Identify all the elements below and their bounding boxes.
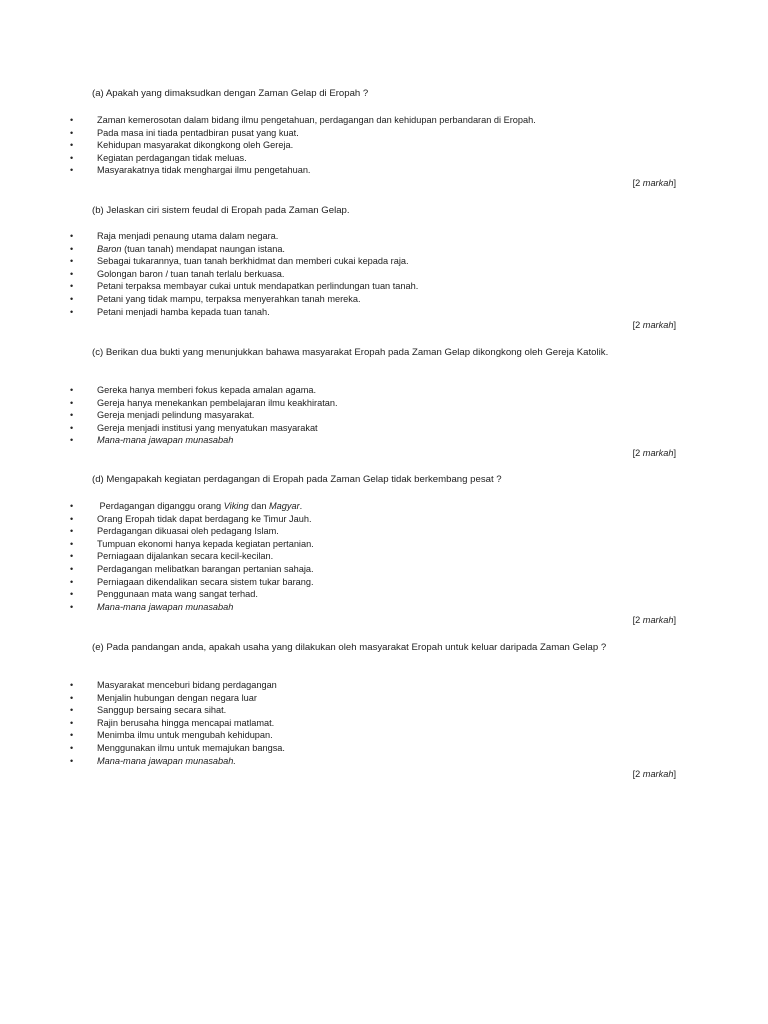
question-a: (a) Apakah yang dimaksudkan dengan Zaman Gelap di Eropah ? bbox=[92, 88, 369, 99]
list-item: • Mana-mana jawapan munasabah bbox=[70, 435, 234, 446]
answer-list-a bbox=[0, 114, 768, 177]
list-item: • Gereja menjadi pelindung masyarakat. bbox=[70, 410, 255, 421]
baron-item: Baron (tuan tanah) mendapat naungan istana. bbox=[97, 243, 285, 254]
list-item: • Penggunaan mata wang sangat terhad. bbox=[70, 589, 258, 600]
marks-a: [2 markah] bbox=[632, 178, 676, 188]
list-item: • Baron (tuan tanah) mendapat naungan istana. bbox=[70, 243, 285, 254]
list-item: • Menggunakan ilmu untuk memajukan bangsa. bbox=[70, 742, 285, 753]
list-item: • Kegiatan perdagangan tidak meluas. bbox=[70, 152, 247, 163]
list-item: • Petani terpaksa membayar cukai untuk mendapatkan perlindungan tuan tanah. bbox=[70, 281, 419, 292]
list-item: • Pada masa ini tiada pentadbiran pusat yang kuat. bbox=[70, 127, 299, 138]
list-item: • Sanggup bersaing secara sihat. bbox=[70, 705, 227, 716]
list-item: • Orang Eropah tidak dapat berdagang ke Timur Jauh. bbox=[70, 513, 312, 524]
list-item: • Masyarakatnya tidak menghargai ilmu pengetahuan. bbox=[70, 165, 311, 176]
list-item: • Gereka hanya memberi fokus kepada amalan agama. bbox=[70, 385, 317, 395]
list-item: • Sebagai tukarannya, tuan tanah berkhidmat dan memberi cukai kepada raja. bbox=[70, 256, 409, 267]
list-item: • Tumpuan ekonomi hanya kepada kegiatan pertanian. bbox=[70, 538, 314, 549]
marks-e: [2 markah] bbox=[632, 769, 676, 779]
list-item: • Masyarakat menceburi bidang perdagangan bbox=[70, 680, 277, 690]
list-item: • Gereja hanya menekankan pembelajaran ilmu keakhiratan. bbox=[70, 397, 338, 408]
viking-item: Perdagangan diganggu orang Viking dan Magyar. bbox=[97, 501, 303, 511]
question-b: (b) Jelaskan ciri sistem feudal di Eropah pada Zaman Gelap. bbox=[92, 205, 350, 216]
answer-list-d bbox=[0, 500, 768, 613]
list-item: • Raja menjadi penaung utama dalam negara. bbox=[70, 231, 279, 241]
list-item: • Golongan baron / tuan tanah terlalu berkuasa. bbox=[70, 268, 285, 279]
list-item: • Perdagangan diganggu orang Viking dan Magyar. bbox=[70, 501, 303, 511]
list-item: • Perdagangan dikuasai oleh pedagang Islam. bbox=[70, 526, 279, 537]
list-item: • Petani menjadi hamba kepada tuan tanah. bbox=[70, 306, 270, 317]
list-item: • Petani yang tidak mampu, terpaksa menyerahkan tanah mereka. bbox=[70, 293, 361, 304]
list-item: • Perdagangan melibatkan barangan pertanian sahaja. bbox=[70, 563, 314, 574]
list-item: • Gereja menjadi institusi yang menyatukan masyarakat bbox=[70, 422, 318, 433]
list-item: • Menimba ilmu untuk mengubah kehidupan. bbox=[70, 730, 273, 741]
answer-list-b bbox=[0, 230, 768, 318]
list-item: • Perniagaan dikendalikan secara sistem tukar barang. bbox=[70, 576, 314, 587]
list-item: • Menjalin hubungan dengan negara luar bbox=[70, 692, 257, 703]
list-item: • Kehidupan masyarakat dikongkong oleh Gereja. bbox=[70, 140, 294, 151]
list-item: • Mana-mana jawapan munasabah bbox=[70, 601, 234, 612]
question-e: (e) Pada pandangan anda, apakah usaha yang dilakukan oleh masyarakat Eropah untuk keluar daripada Zaman Gelap ? bbox=[92, 642, 607, 653]
question-c: (c) Berikan dua bukti yang menunjukkan bahawa masyarakat Eropah pada Zaman Gelap dikongkong oleh Gereja Katolik. bbox=[92, 347, 609, 358]
list-item: • Mana-mana jawapan munasabah. bbox=[70, 755, 236, 766]
answer-list-c bbox=[0, 384, 768, 447]
marks-b: [2 markah] bbox=[632, 320, 676, 330]
list-item: • Rajin berusaha hingga mencapai matlamat. bbox=[70, 717, 275, 728]
list-item: • Zaman kemerosotan dalam bidang ilmu pengetahuan, perdagangan dan kehidupan perbandaran di Eropah. bbox=[70, 115, 536, 125]
answer-list-e bbox=[0, 679, 768, 767]
marks-d: [2 markah] bbox=[632, 615, 676, 625]
marks-c: [2 markah] bbox=[632, 448, 676, 458]
question-d: (d) Mengapakah kegiatan perdagangan di Eropah pada Zaman Gelap tidak berkembang pesat ? bbox=[92, 474, 502, 485]
list-item: • Perniagaan dijalankan secara kecil-kecilan. bbox=[70, 551, 274, 562]
